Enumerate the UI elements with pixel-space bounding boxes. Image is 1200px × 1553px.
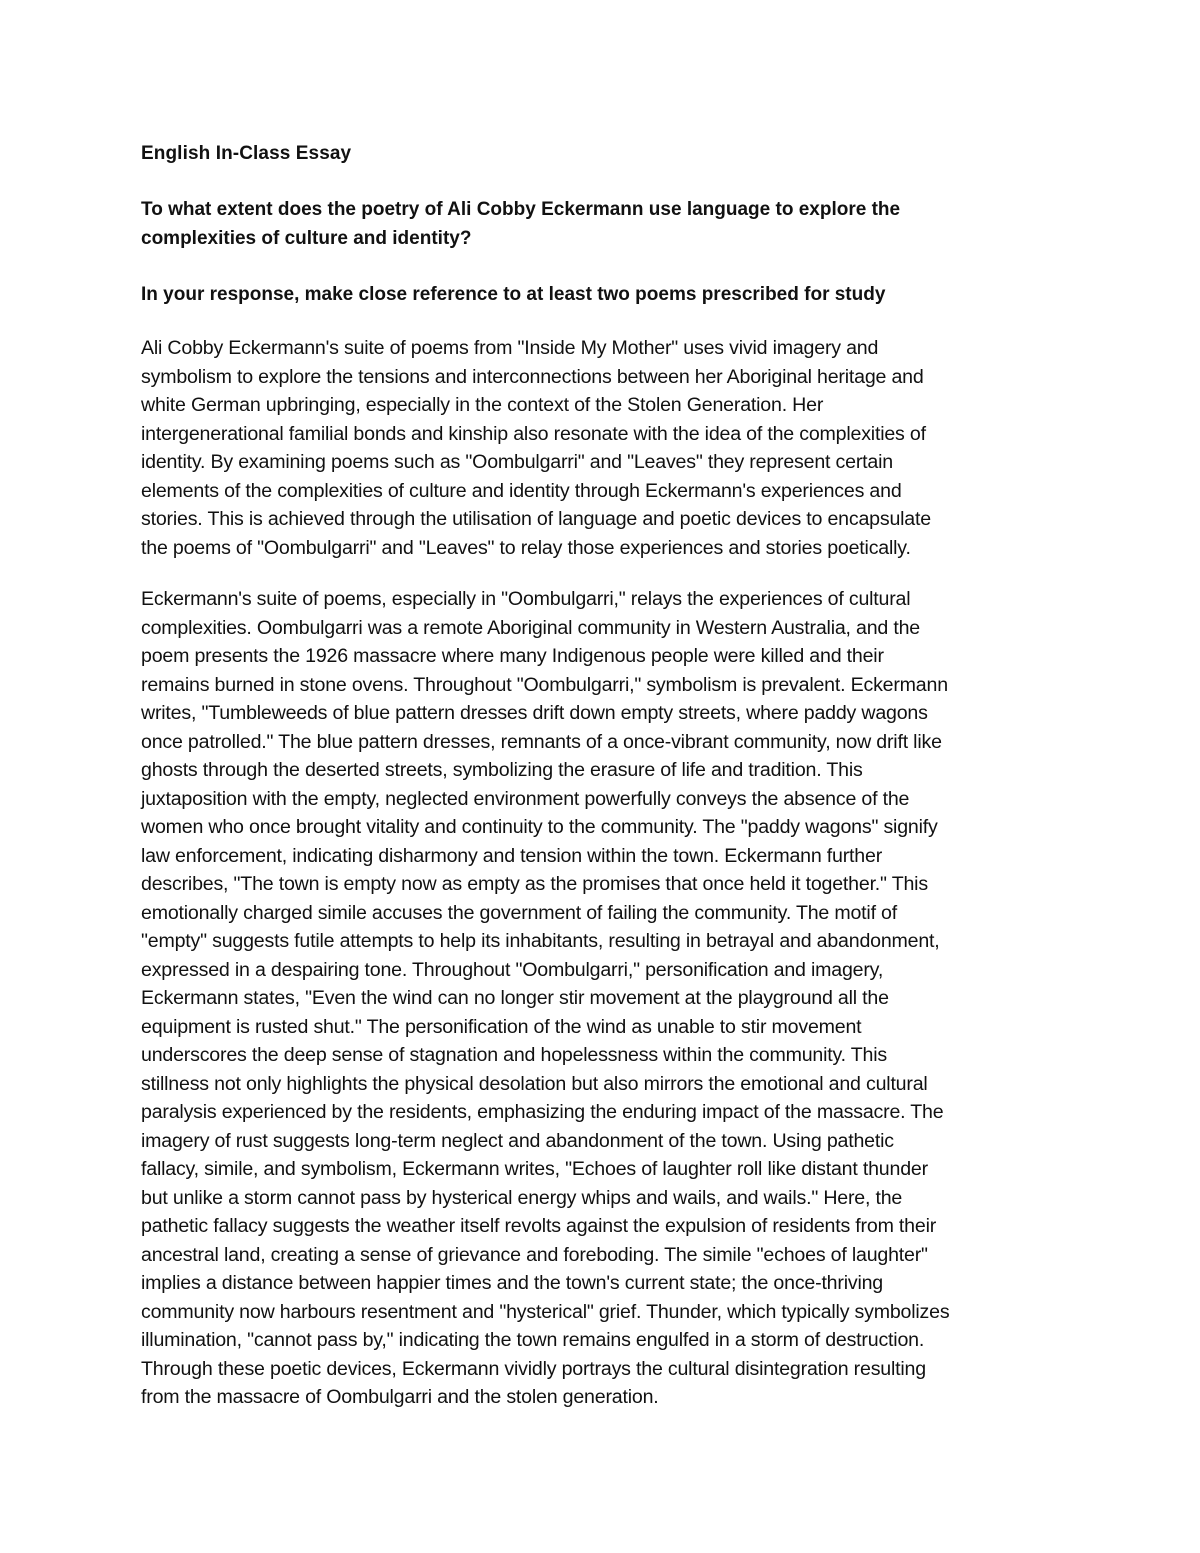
paragraph-line: law enforcement, indicating disharmony and tension within the town. Eckermann further: [141, 844, 883, 867]
paragraph-line: from the massacre of Oombulgarri and the stolen generation.: [141, 1386, 659, 1408]
paragraph-line: elements of the complexities of culture and identity through Eckermann's experiences and: [141, 479, 902, 502]
paragraph-line: community now harbours resentment and "hysterical" grief. Thunder, which typically symbolizes: [141, 1300, 950, 1323]
essay-question: [141, 196, 1061, 253]
paragraph-line: underscores the deep sense of stagnation and hopelessness within the community. This: [141, 1044, 887, 1066]
document-title: English In-Class Essay: [141, 143, 352, 164]
essay-question-line: To what extent does the poetry of Ali Cobby Eckermann use language to explore the: [141, 199, 901, 220]
paragraph-line: Eckermann states, "Even the wind can no longer stir movement at the playground all the: [141, 987, 889, 1009]
paragraph-line: Eckermann's suite of poems, especially in "Oombulgarri," relays the experiences of cultural: [141, 588, 911, 610]
paragraph-line: illumination, "cannot pass by," indicating the town remains engulfed in a storm of destruction.: [141, 1329, 925, 1351]
paragraph-line: once patrolled." The blue pattern dresses, remnants of a once-vibrant community, now drift like: [141, 730, 942, 753]
paragraph-line: "empty" suggests futile attempts to help its inhabitants, resulting in betrayal and abandonment,: [141, 930, 940, 952]
paragraph-line: intergenerational familial bonds and kinship also resonate with the idea of the complexities of: [141, 422, 926, 445]
paragraph-line: white German upbringing, especially in the context of the Stolen Generation. Her: [141, 394, 824, 416]
essay-instruction: In your response, make close reference to at least two poems prescribed for study: [141, 284, 886, 305]
paragraph-line: identity. By examining poems such as "Oombulgarri" and "Leaves" they represent certain: [141, 451, 893, 473]
paragraph-line: ancestral land, creating a sense of grievance and foreboding. The simile "echoes of laughter": [141, 1243, 928, 1266]
paragraph-line: emotionally charged simile accuses the government of failing the community. The motif of: [141, 901, 897, 924]
paragraph-line: writes, "Tumbleweeds of blue pattern dresses drift down empty streets, where paddy wagons: [141, 702, 928, 724]
paragraph-line: Through these poetic devices, Eckermann vividly portrays the cultural disintegration resulting: [141, 1357, 926, 1380]
paragraph-line: symbolism to explore the tensions and interconnections between her Aboriginal heritage and: [141, 365, 924, 388]
paragraph-line: juxtaposition with the empty, neglected environment powerfully conveys the absence of the: [141, 787, 910, 810]
paragraph-line: paralysis experienced by the residents, emphasizing the enduring impact of the massacre. The: [141, 1101, 944, 1123]
paragraph-line: women who once brought vitality and continuity to the community. The "paddy wagons" signify: [141, 816, 938, 838]
paragraph-line: describes, "The town is empty now as empty as the promises that once held it together." This: [141, 873, 928, 895]
paragraph-line: equipment is rusted shut." The personification of the wind as unable to stir movement: [141, 1015, 862, 1038]
paragraph-line: implies a distance between happier times and the town's current state; the once-thriving: [141, 1272, 884, 1294]
paragraph-line: expressed in a despairing tone. Throughout "Oombulgarri," personification and imagery,: [141, 958, 884, 981]
paragraph-line: Ali Cobby Eckermann's suite of poems from "Inside My Mother" uses vivid imagery and: [141, 337, 879, 359]
paragraph-line: fallacy, simile, and symbolism, Eckermann writes, "Echoes of laughter roll like distant thunder: [141, 1158, 928, 1180]
paragraph-line: ghosts through the deserted streets, symbolizing the erasure of life and tradition. This: [141, 759, 863, 781]
paragraph-line: stillness not only highlights the physical desolation but also mirrors the emotional and cultural: [141, 1072, 928, 1095]
paragraph-line: stories. This is achieved through the utilisation of language and poetic devices to encapsulate: [141, 508, 931, 530]
essay-paragraph: [141, 334, 1061, 562]
paragraph-line: the poems of "Oombulgarri" and "Leaves" to relay those experiences and stories poetically.: [141, 536, 911, 559]
document-page: [141, 140, 1061, 1435]
paragraph-line: remains burned in stone ovens. Throughout "Oombulgarri," symbolism is prevalent. Eckermann: [141, 673, 948, 696]
paragraph-line: pathetic fallacy suggests the weather itself revolts against the expulsion of residents from their: [141, 1215, 937, 1237]
essay-question-line: complexities of culture and identity?: [141, 227, 472, 249]
paragraph-line: imagery of rust suggests long-term neglect and abandonment of the town. Using pathetic: [141, 1129, 894, 1152]
essay-paragraph: [141, 585, 1061, 1412]
paragraph-line: but unlike a storm cannot pass by hysterical energy whips and wails, and wails." Here, the: [141, 1186, 903, 1209]
essay-body: [141, 334, 1061, 1412]
paragraph-line: complexities. Oombulgarri was a remote Aboriginal community in Western Australia, and the: [141, 616, 921, 639]
paragraph-line: poem presents the 1926 massacre where many Indigenous people were killed and their: [141, 645, 884, 667]
